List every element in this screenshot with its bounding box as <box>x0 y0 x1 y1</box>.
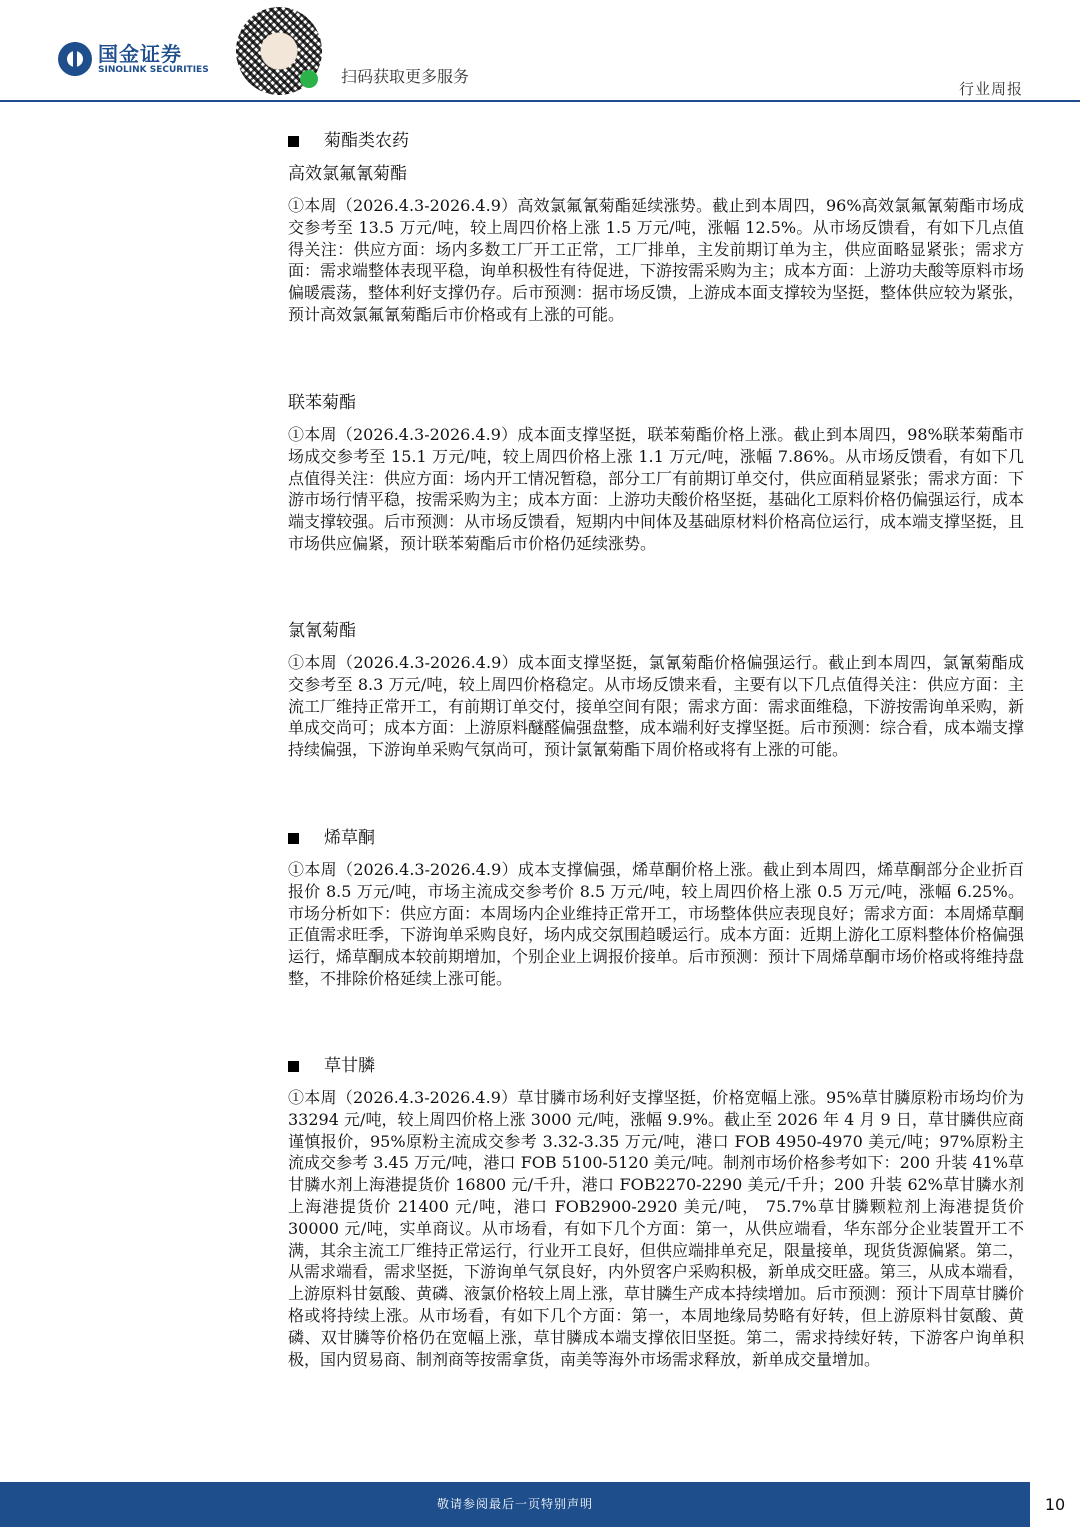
logo-text <box>98 43 209 76</box>
logo-cn: 国金证券 <box>98 41 182 66</box>
company-logo <box>58 42 209 76</box>
subheading-lambda-cyhalothrin: 高效氯氟氰菊酯 <box>288 164 407 184</box>
page-number: 10 <box>1030 1482 1080 1527</box>
paragraph-glyphosate: ①本周（2026.4.3-2026.4.9）草甘膦市场利好支撑坚挺，价格宽幅上涨。95%草甘膦原粉市场均价为 33294 元/吨，较上周四价格上涨 3000 元/吨，涨幅 9.9%。截止至 2026 年 4 月 9 日，草甘膦供应商谨慎报价，95%原粉主流成交参考 3.32-3.35 万元/吨，港口 FOB 4950-4970 美元/吨；97%原粉主流成交参考 3.45 万元/吨，港口 FOB 5100-5120 美元/吨。制剂市场价格参考如下：200 升装 41%草甘膦水剂上海港提货价 16800 元/千升，港口 FOB2270-2290 美元/千升；200 升装 62%草甘膦水剂上海港提货价 21400 元/吨，港口 FOB2900-2920 美元/吨， 75.7%草甘膦颗粒剂上海港提货价 30000 元/吨，实单商议。从市场看，有如下几个方面：第一，从供应端看，华东部分企业装置开工不满，其余主流工厂维持正常运行，行业开工良好，但供应端排单充足，限量接单，现货货源偏紧。第二，从需求端看，需求坚挺，下游询单气氛良好，内外贸客户采购积极，新单成交旺盛。第三，从成本端看，上游原料甘氨酸、黄磷、液氯价格较上周上涨，草甘膦生产成本持续增加。后市预测：预计下周草甘膦价格或将持续上涨。从市场看，有如下几个方面：第一，本周地缘局势略有好转，但上游原料甘氨酸、黄磷、双甘膦等价格仍在宽幅上涨，草甘膦成本端支撑依旧坚挺。第二，需求持续好转，下游客户询单积极，国内贸易商、制剂商等按需拿货，南美等海外市场需求释放，新单成交量增加。 <box>288 1088 1025 1369</box>
logo-icon <box>58 42 92 76</box>
section-heading-pyrethroid <box>288 130 409 152</box>
section-title: 烯草酮 <box>324 828 375 848</box>
report-type: 行业周报 <box>958 80 1023 98</box>
paragraph-bifenthrin: ①本周（2026.4.3-2026.4.9）成本面支撑坚挺，联苯菊酯价格上涨。截止到本周四，98%联苯菊酯市场成交参考至 15.1 万元/吨，较上周四价格上涨 1.1 万元/吨，涨幅 7.86%。从市场反馈看，有如下几点值得关注：供应方面：场内开工情况暂稳，部分工厂有前期订单交付，供应面稍显紧张；需求方面：下游市场行情平稳，按需采购为主；成本方面：上游功夫酸价格坚挺，基础化工原料价格仍偏强运行，成本端支撑较强。后市预测：从市场反馈看，短期内中间体及基础原材料价格高位运行，成本端支撑坚挺，且市场供应偏紧，预计联苯菊酯后市价格仍延续涨势。 <box>288 425 1025 553</box>
paragraph-cypermethrin: ①本周（2026.4.3-2026.4.9）成本面支撑坚挺，氯氰菊酯价格偏强运行。截止到本周四，氯氰菊酯成交参考至 8.3 万元/吨，较上周四价格稳定。从市场反馈来看，主要有以下几点值得关注：供应方面：主流工厂维持正常开工，有前期订单交付，接单空间有限；需求方面：需求面维稳，下游按需询单采购，新单成交尚可；成本方面：上游原料醚醛偏强盘整，成本端利好支撑坚挺。后市预测：综合看，成本端支撑持续偏强，下游询单采购气氛尚可，预计氯氰菊酯下周价格或将有上涨的可能。 <box>288 653 1025 760</box>
scan-prompt: 扫码获取更多服务 <box>341 67 470 86</box>
section-title: 菊酯类农药 <box>324 131 409 151</box>
section-heading-glyphosate <box>288 1055 375 1077</box>
footer-disclaimer: 敬请参阅最后一页特别声明 <box>436 1497 593 1511</box>
section-heading-clethodim <box>288 827 375 849</box>
bullet-square-icon <box>288 833 299 844</box>
paragraph-lambda-cyhalothrin: ①本周（2026.4.3-2026.4.9）高效氯氟氰菊酯延续涨势。截止到本周四，96%高效氯氟氰菊酯市场成交参考至 13.5 万元/吨，较上周四价格上涨 1.5 万元/吨，涨幅 12.5%。从市场反馈看，有如下几点值得关注：供应方面：场内多数工厂开工正常，工厂排单，主发前期订单为主，供应面略显紧张；需求方面：需求端整体表现平稳，询单积极性有待促进，下游按需采购为主；成本方面：上游功夫酸等原料市场偏暖震荡，整体利好支撑仍存。后市预测：据市场反馈，上游成本面支撑较为坚挺，整体供应较为紧张，预计高效氯氟氰菊酯后市价格或有上涨的可能。 <box>288 196 1025 324</box>
subheading-bifenthrin: 联苯菊酯 <box>288 393 356 413</box>
bullet-square-icon <box>288 136 299 147</box>
section-title: 草甘膦 <box>324 1056 375 1076</box>
mini-program-icon <box>300 70 318 88</box>
subheading-cypermethrin: 氯氰菊酯 <box>288 621 356 641</box>
paragraph-clethodim: ①本周（2026.4.3-2026.4.9）成本支撑偏强，烯草酮价格上涨。截止到本周四，烯草酮部分企业折百报价 8.5 万元/吨，市场主流成交参考价 8.5 万元/吨，较上周四价格上涨 0.5 万元/吨，涨幅 6.25%。市场分析如下：供应方面：本周场内企业维持正常开工，市场整体供应表现良好；需求方面：本周烯草酮正值需求旺季，下游询单采购良好，场内成交氛围趋暖运行。成本方面：近期上游化工原料整体价格偏强运行，烯草酮成本较前期增加，个别企业上调报价接单。后市预测：预计下周烯草酮市场价格或将维持盘整，不排除价格延续上涨可能。 <box>288 860 1025 988</box>
header-divider <box>0 100 1080 102</box>
page-header <box>0 0 1080 104</box>
logo-en: SINOLINK SECURITIES <box>98 64 209 75</box>
bullet-square-icon <box>288 1061 299 1072</box>
